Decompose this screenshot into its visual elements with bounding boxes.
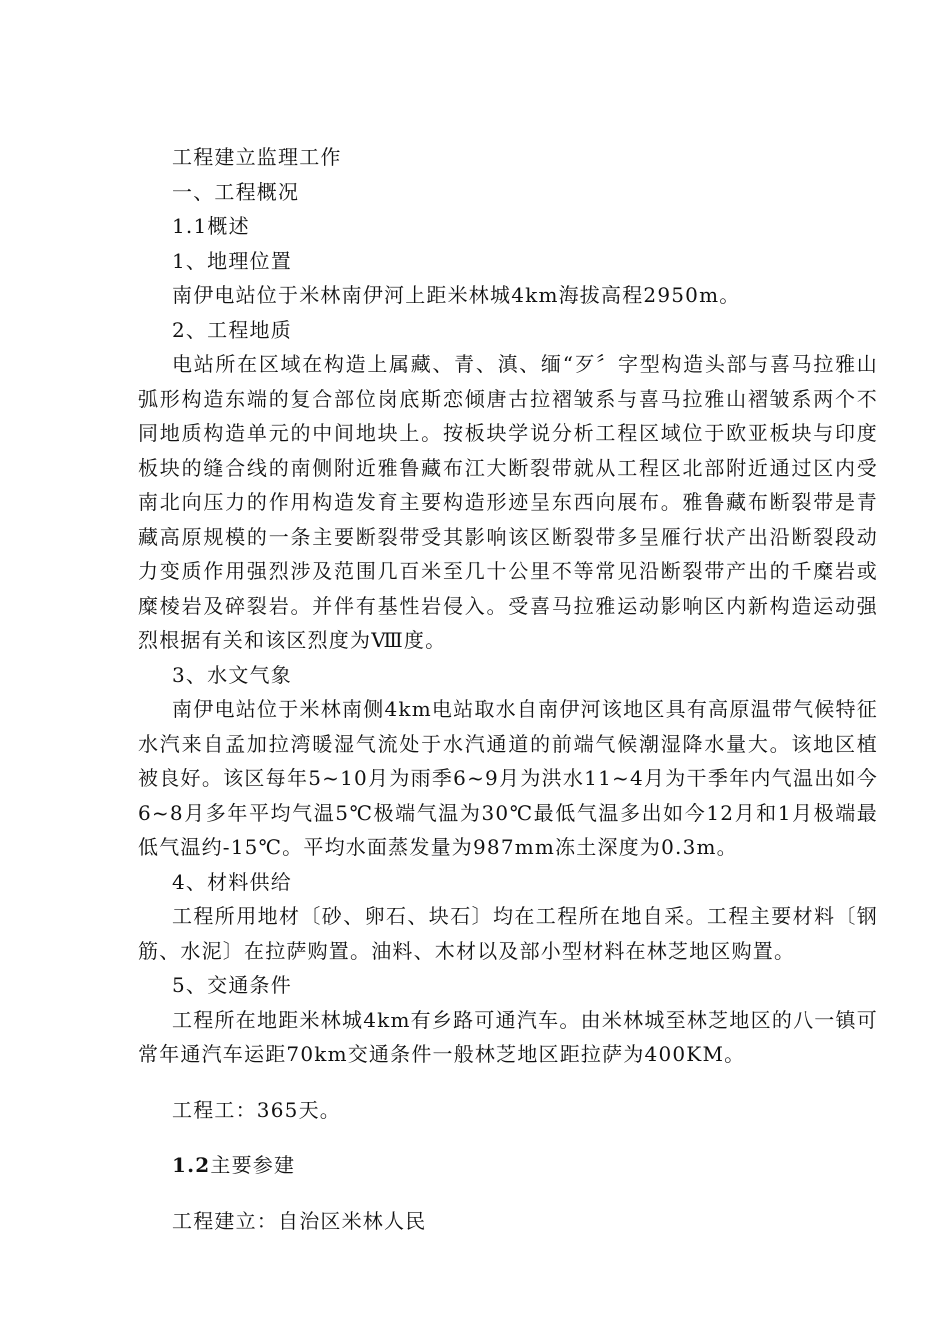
- project-duration: 工程工：365天。: [172, 1097, 341, 1122]
- heading-transportation: 5、交通条件: [172, 973, 292, 997]
- subsection-heading-participants: [138, 1148, 878, 1183]
- heading-geographic-location: 1、地理位置: [172, 248, 292, 273]
- paragraph-engineering-geology: 电站所在区域在构造上属藏、青、滇、缅“歹〞字型构造头部与喜马拉雅山弧形构造东端的复合部位岗底斯恋倾唐古拉褶皱系与喜马拉雅山褶皱系两个不同地质构造单元的中间地块上。按板块学说分析工程区域位于欧亚板块与印度板块的缝合线的南侧附近雅鲁藏布江大断裂带就从工程区北部附近通过区内受南北向压力的作用构造发育主要构造形迹呈东西向展布。雅鲁藏布断裂带是青藏高原规模的一条主要断裂带受其影响该区断裂带多呈雁行状产出沿断裂段动力变质作用强烈涉及范围几百米至几十公里不等常见沿断裂带产出的千糜岩或糜棱岩及碎裂岩。并伴有基性岩侵入。受喜马拉雅运动影响区内新构造运动强烈根据有关和该区烈度为Ⅷ度。: [138, 352, 878, 652]
- document-title: 工程建立监理工作: [172, 145, 342, 169]
- subsection-heading-summary: 1.1概述: [172, 214, 250, 238]
- document-body: [138, 140, 878, 1238]
- paragraph-material-supply: 工程所用地材〔砂、卵石、块石〕均在工程所在地自采。工程主要材料〔钢筋、水泥〕在拉萨购置。油料、木材以及部小型材料在林芝地区购置。: [138, 904, 878, 963]
- project-owner: 工程建立：自治区米林人民: [172, 1208, 427, 1233]
- subsection-label: 主要参建: [210, 1153, 296, 1177]
- heading-hydrology-meteorology: 3、水文气象: [172, 662, 292, 687]
- paragraph-hydrology-meteorology: 南伊电站位于米林南侧4km电站取水自南伊河该地区具有高原温带气候特征水汽来自孟加拉湾暖湿气流处于水汽通道的前端气候潮湿降水量大。该地区植被良好。该区每年5~10月为雨季6~9月为洪水11~4月为干季年内气温出如今6~8月多年平均气温5℃极端气温为30℃最低气温多出如今12月和1月极端最低气温约-15℃。平均水面蒸发量为987mm冻土深度为0.3m。: [138, 697, 878, 859]
- subsection-number: 1.2: [172, 1153, 211, 1177]
- heading-material-supply: 4、材料供给: [172, 869, 292, 894]
- section-heading-overview: 一、工程概况: [172, 179, 300, 204]
- heading-engineering-geology: 2、工程地质: [172, 317, 292, 342]
- paragraph-transportation: 工程所在地距米林城4km有乡路可通汽车。由米林城至林芝地区的八一镇可常年通汽车运距70km交通条件一般林芝地区距拉萨为400KM。: [138, 1007, 878, 1066]
- paragraph-geographic-location: 南伊电站位于米林南伊河上距米林城4km海拔高程2950m。: [172, 283, 741, 307]
